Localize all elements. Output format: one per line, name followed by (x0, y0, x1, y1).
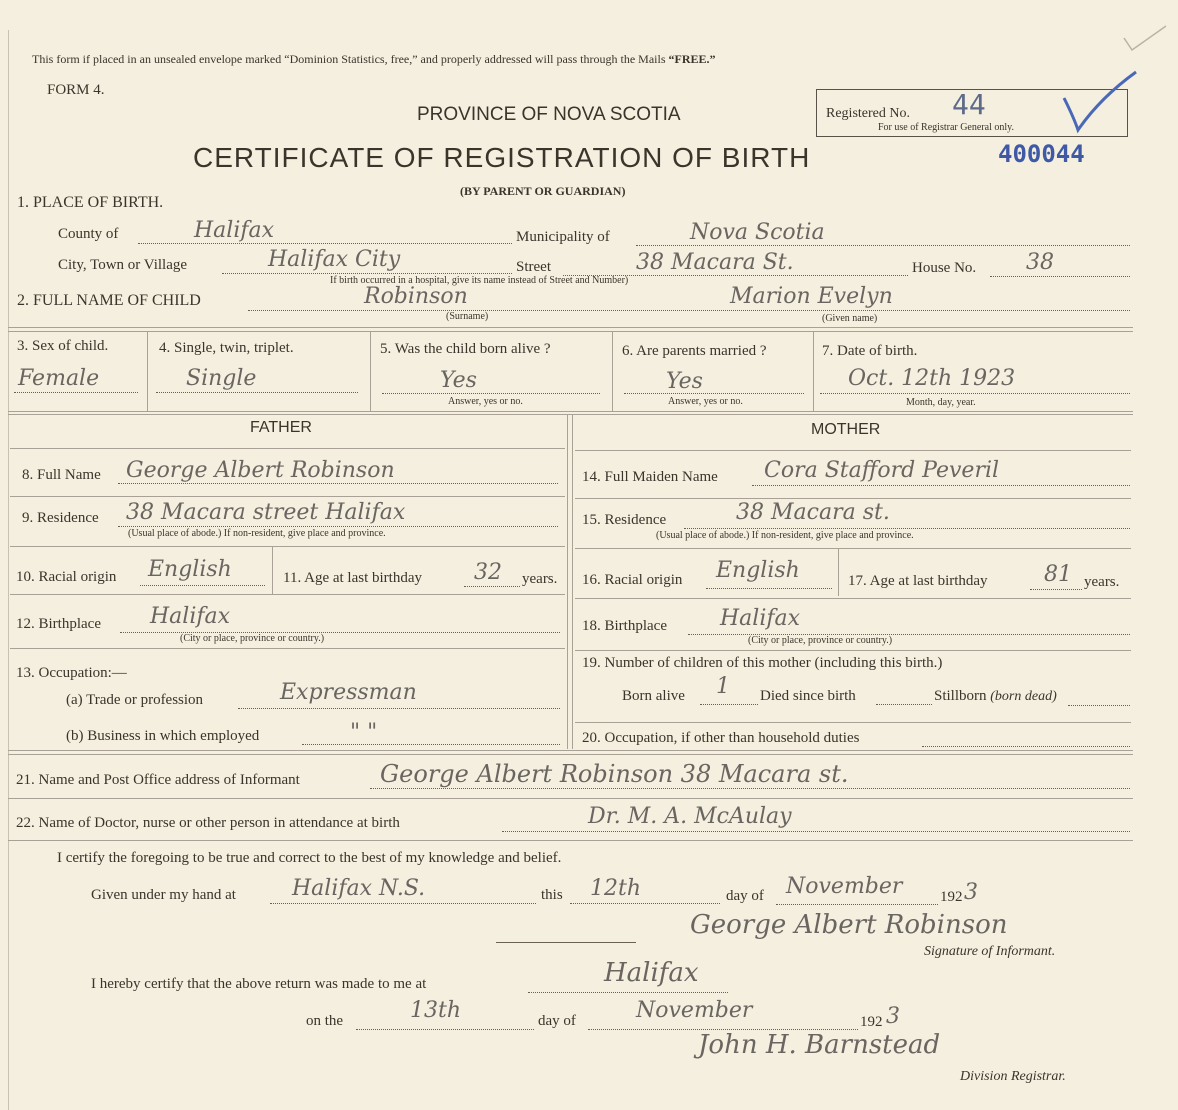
mother-residence-label: 15. Residence (582, 512, 667, 528)
registrar-statement: I hereby certify that the above return was made to me at (91, 976, 427, 992)
county-value: Halifax (194, 218, 275, 243)
stillborn-label: Stillborn (born dead) (934, 688, 1057, 704)
municipality-value: Nova Scotia (690, 220, 825, 245)
street-label: Street (516, 259, 551, 275)
mother-birthplace-label: 18. Birthplace (582, 618, 667, 634)
father-age-label: 11. Age at last birthday (283, 570, 422, 586)
registrar-year-suffix: 3 (886, 1004, 900, 1029)
surname-caption: (Surname) (446, 311, 489, 322)
informant-signature-caption: Signature of Informant. (924, 944, 1056, 959)
father-heading: FATHER (250, 419, 312, 436)
father-residence-caption: (Usual place of abode.) If non-resident, give place and province. (128, 528, 386, 539)
father-racial-label: 10. Racial origin (16, 569, 117, 585)
city-label: City, Town or Village (58, 257, 188, 273)
registrar-day-value: 13th (410, 998, 462, 1023)
registered-number: 44 (952, 88, 986, 121)
dob-caption: Month, day, year. (906, 397, 976, 408)
father-occupation-label: 13. Occupation:— (16, 665, 127, 681)
county-label: County of (58, 226, 119, 242)
street-value: 38 Macara St. (636, 250, 794, 275)
city-value: Halifax City (268, 247, 401, 272)
day-value: 12th (590, 876, 642, 901)
died-since-birth-label: Died since birth (760, 688, 856, 704)
mother-years-label: years. (1084, 574, 1120, 590)
informant-value: George Albert Robinson 38 Macara st. (380, 760, 849, 788)
alive-label: 5. Was the child born alive ? (380, 341, 551, 357)
father-racial-value: English (148, 557, 232, 582)
given-caption: (Given name) (822, 313, 878, 324)
informant-label: 21. Name and Post Office address of Informant (16, 772, 300, 788)
informant-signature: George Albert Robinson (690, 910, 1008, 940)
on-the-label: on the (306, 1013, 344, 1029)
child-surname: Robinson (364, 284, 468, 309)
father-years-label: years. (522, 571, 558, 587)
year-prefix: 192 (940, 889, 963, 905)
stamp-number: 400044 (998, 140, 1085, 168)
registrar-signature-caption: Division Registrar. (960, 1069, 1066, 1084)
registrar-note: For use of Registrar General only. (878, 122, 1014, 133)
mother-birthplace-caption: (City or place, province or country.) (748, 635, 893, 646)
this-label: this (541, 887, 563, 903)
hospital-note: If birth occurred in a hospital, give its name instead of Street and Number) (330, 275, 629, 286)
father-name-value: George Albert Robinson (126, 458, 395, 483)
registrar-year-prefix: 192 (860, 1014, 883, 1030)
registrar-place-value: Halifax (604, 958, 699, 988)
father-trade-value: Expressman (280, 680, 417, 705)
father-birthplace-label: 12. Birthplace (16, 616, 101, 632)
certificate-subtitle: (BY PARENT OR GUARDIAN) (460, 184, 626, 198)
registrar-month-value: November (636, 998, 753, 1023)
child-given-name: Marion Evelyn (730, 284, 893, 309)
doctor-label: 22. Name of Doctor, nurse or other person in attendance at birth (16, 815, 400, 831)
place-of-birth-heading: 1. PLACE OF BIRTH. (17, 194, 164, 211)
given-at-label: Given under my hand at (91, 887, 236, 903)
dob-value: Oct. 12th 1923 (848, 366, 1016, 391)
mother-heading: MOTHER (811, 421, 881, 438)
born-alive-label: Born alive (622, 688, 685, 704)
father-birthplace-caption: (City or place, province or country.) (180, 633, 325, 644)
mother-age-label: 17. Age at last birthday (848, 573, 988, 589)
married-caption: Answer, yes or no. (668, 396, 743, 407)
sex-label: 3. Sex of child. (17, 338, 109, 354)
born-alive-value: 1 (716, 674, 730, 699)
mail-notice: This form if placed in an unsealed envelope marked “Dominion Statistics, free,” and properly addressed will pass through the Mails “FREE.” (32, 52, 716, 66)
mother-children-label: 19. Number of children of this mother (including this birth.) (582, 655, 943, 671)
registered-label: Registered No. (826, 106, 910, 121)
mother-name-label: 14. Full Maiden Name (582, 469, 718, 485)
mother-birthplace-value: Halifax (720, 606, 801, 631)
child-name-label: 2. FULL NAME OF CHILD (17, 292, 201, 309)
pencil-check-icon (1120, 22, 1170, 54)
father-name-label: 8. Full Name (22, 467, 101, 483)
mother-residence-value: 38 Macara st. (736, 500, 890, 525)
married-value: Yes (666, 369, 703, 394)
form-number: FORM 4. (47, 82, 105, 98)
day-of-label: day of (726, 888, 764, 904)
mother-occupation-label: 20. Occupation, if other than household duties (582, 730, 860, 746)
checkmark-icon (1060, 68, 1140, 138)
father-birthplace-value: Halifax (150, 604, 231, 629)
mother-racial-value: English (716, 558, 800, 583)
plurality-value: Single (186, 366, 257, 391)
month-value: November (786, 874, 903, 899)
mother-residence-caption: (Usual place of abode.) If non-resident, give place and province. (656, 530, 914, 541)
mother-name-value: Cora Stafford Peveril (764, 458, 1000, 483)
registrar-day-of-label: day of (538, 1013, 576, 1029)
given-place-value: Halifax N.S. (292, 876, 426, 901)
father-age-value: 32 (474, 560, 502, 585)
plurality-label: 4. Single, twin, triplet. (159, 340, 294, 356)
mother-age-value: 81 (1044, 562, 1072, 587)
mother-racial-label: 16. Racial origin (582, 572, 683, 588)
father-residence-label: 9. Residence (22, 510, 99, 526)
married-label: 6. Are parents married ? (622, 343, 767, 359)
father-trade-label: (a) Trade or profession (66, 692, 204, 708)
house-value: 38 (1026, 250, 1054, 275)
certify-statement: I certify the foregoing to be true and correct to the best of my knowledge and belief. (57, 850, 562, 866)
dob-label: 7. Date of birth. (822, 343, 918, 359)
certificate-title: CERTIFICATE OF REGISTRATION OF BIRTH (193, 142, 811, 173)
house-label: House No. (912, 260, 977, 276)
registrar-signature: John H. Barnstead (698, 1030, 941, 1060)
father-business-label: (b) Business in which employed (66, 728, 260, 744)
sex-value: Female (18, 366, 100, 391)
year-suffix-value: 3 (964, 880, 978, 905)
municipality-label: Municipality of (516, 229, 610, 245)
alive-value: Yes (440, 368, 477, 393)
father-residence-value: 38 Macara street Halifax (126, 500, 406, 525)
province-heading: PROVINCE OF NOVA SCOTIA (417, 104, 681, 125)
father-business-value: " " (350, 720, 378, 745)
doctor-value: Dr. M. A. McAulay (588, 804, 792, 829)
alive-caption: Answer, yes or no. (448, 396, 523, 407)
